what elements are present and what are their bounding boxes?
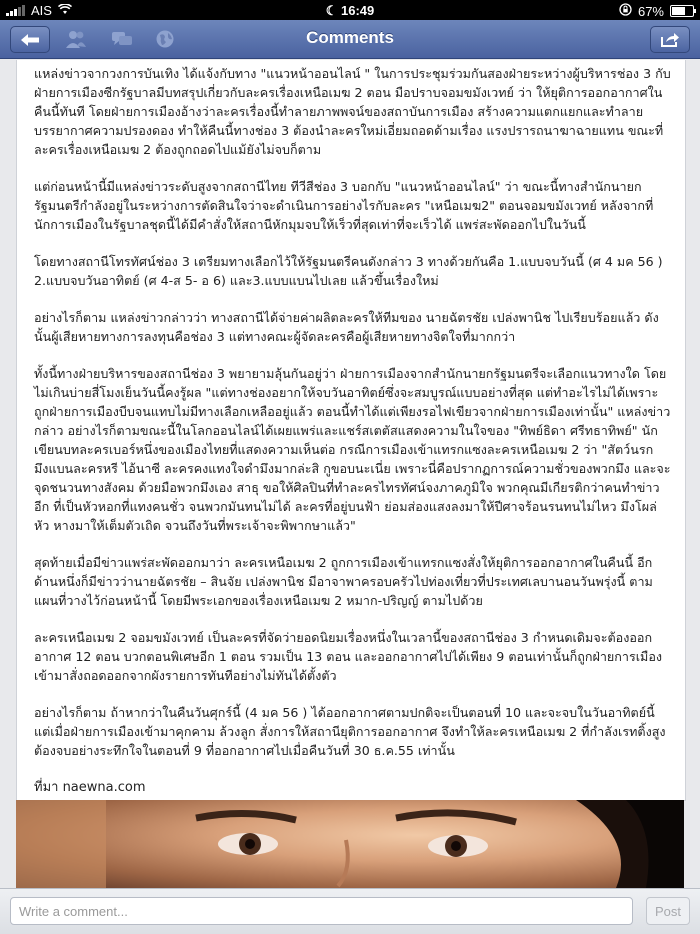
carrier-name: AIS bbox=[31, 3, 52, 18]
post-source: ที่มา naewna.com bbox=[34, 780, 146, 795]
status-time: 16:49 bbox=[341, 3, 375, 18]
battery-percent: 67% bbox=[637, 3, 664, 19]
post-photo[interactable] bbox=[16, 800, 684, 888]
post-paragraph: สุดท้ายเมื่อมีข่าวแพร่สะพัดออกมาว่า ละครเหนือเมฆ 2 ถูกการเมืองเข้าแทรกแซงสั่งให้ยุติการออกอากาศในคืนนี้ อีกด้านหนึ่งก็มีข่าวว่านายฉัตรชัย – สินจัย เปล่งพานิช มีอาจาพาครอบครัวไปท่องเที่ยวที่ประเทศเลบานอนวันพรุ่งนี้ ตามแผนที่วางไว้ก่อนหน้านี้ โดยมีพระเอกของเรื่องเหนือเมฆ 2 หมาก-ปริญญ์ ตามไปด้วย bbox=[34, 555, 653, 608]
post-paragraph: อย่างไรก็ตาม ถ้าหากว่าในคืนวันศุกร์นี้ (4 มค 56 ) ได้ออกอากาศตามปกติจะเป็นตอนที่ 10 และจะจบในวันอาทิตย์นี้ แต่เมื่อฝ่ายการเมืองเข้ามาคุกคาม ล้วงลูก สั่งการให้สถานียุติการออกอากาศ จึงทำให้ละครเหนือเมฆ 2 ที่กำลังเรทติ้งสูง ต้องจบอย่างระทึกใจในตอนที่ 9 ที่ออกอากาศไปเมื่อคืนวันที่ 30 ธ.ค.55 เท่านั้น bbox=[34, 705, 666, 758]
post-card bbox=[16, 60, 686, 801]
share-icon bbox=[660, 32, 680, 48]
share-button[interactable] bbox=[650, 26, 690, 53]
face-photo-image bbox=[16, 800, 684, 888]
post-paragraph: อย่างไรก็ตาม แหล่งข่าวกล่าวว่า ทางสถานีได้จ่ายค่าผลิตละครให้ทีมของ นายฉัตรชัย เปล่งพานิช ไปเรียบร้อยแล้ว ดังนั้นผู้เสียหายทางการลงทุนคือช่อง 3 แต่ทางคณะผู้จัดละครคือผู้เสียหายทางจิตใจที่มากกว่า bbox=[34, 310, 659, 344]
comment-composer bbox=[0, 888, 700, 934]
post-paragraph: ละครเหนือเมฆ 2 จอมขมังเวทย์ เป็นละครที่จัดว่ายอดนิยมเรื่องหนึ่งในเวลานี้ของสถานีช่อง 3 กำหนดเดิมจะต้องออกอากาศ 12 ตอน บวกตอนพิเศษอีก 1 ตอน รวมเป็น 13 ตอน และออกอากาศไปได้เพียง 9 ตอนเท่านั้นก็ถูกฝ่ายการเมืองเข้ามาสั่งถอดออกจากผังรายการทันทีอย่างไม่ทันได้ตั้งตัว bbox=[34, 630, 663, 683]
post-body bbox=[17, 60, 685, 797]
post-paragraph: แหล่งข่าวจากวงการบันเทิง ได้แจ้งกับทาง "แนวหน้าออนไลน์ " ในการประชุมร่วมกันสองฝ่ายระหว่างผู้บริหารช่อง 3 กับฝ่ายการเมืองซีกรัฐบาลมีบทสรุปเกี่ยวกับละครเรื่องเหนือเมฆ 2 ตอน มือปราบจอมขมังเวทย์ ว่า ให้ยุติการออกอากาศในคืนนี้ทันที โดยฝ่ายการเมืองอ้างว่าละครเรื่องนี้ทำลายภาพพจน์ของสถาบันการเมือง สร้างความแตกแยกและทำลายบรรยากาศความปรองดอง ทำให้คืนนี้ทางช่อง 3 ต้องนำละครใหม่เอี่ยมถอดด้ามเรื่อง แรงปรารถนาฆาฉายแทน ขณะที่ละครเรื่องเหนือเมฆ 2 ต้องถูกถอดไปแม้ยังไม่จบก็ตาม bbox=[34, 66, 671, 157]
post-paragraph: โดยทางสถานีโทรทัศน์ช่อง 3 เตรียมทางเลือกไว้ให้รัฐมนตรีคนดังกล่าว 3 ทางด้วยกันคือ 1.แบบจบวันนี้ (ศ 4 มค 56 ) 2.แบบจบวันอาทิตย์ (ศ 4-ส 5- อ 6) และ3.แบบแบนไปเลย แล้วขึ้นเรื่องใหม่ bbox=[34, 254, 663, 288]
post-paragraph: แต่ก่อนหน้านี้มีแหล่งข่าวระดับสูงจากสถานีไทย ทีวีสีช่อง 3 บอกกับ "แนวหน้าออนไลน์" ว่า ขณะนี้ทางสำนักนายกรัฐมนตรีกำลังอยู่ในระหว่างการตัดสินใจว่าจะดำเนินการอย่างไรกับละคร "เหนือเมฆ2" ตอนจอมขมังเวทย์ หลังจากที่นักการเมืองในรัฐบาลชุดนี้ได้มีคำสั่งให้สถานีหักมุมจบให้เร็วที่สุดเท่าที่จะเร็วได้ แพร่สะพัดออกไปในวันนี้ bbox=[34, 179, 654, 232]
comment-input[interactable]: Write a comment... bbox=[10, 897, 633, 925]
moon-icon: ☾ bbox=[325, 3, 338, 18]
post-paragraph: ทั้งนี้ทางฝ่ายบริหารของสถานีช่อง 3 พยายามลุ้นกันอยู่ว่า ฝ่ายการเมืองจากสำนักนายกรัฐมนตรีจะเลือกแนวทางใด โดยไม่เกินบ่ายสี่โมงเย็นวันนี้คงรู้ผล "แต่ทางช่องอยากให้จบวันอาทิตย์ซึ่งจะสมบูรณ์แบบอย่างที่สุด แต่ทำอะไรไม่ได้เพราะถูกฝ่ายการเมืองบีบจนแทบไม่มีทางเลือกเหลืออยู่แล้ว ตอนนี้ทำได้แต่เพียงรอไฟเขียวจากฝ่ายการเมืองเท่านั้น" แหล่งข่าวกล่าว อย่างไรก็ตามขณะนี้ในโลกออนไลน์ได้เผยแพร่และแชร์สเตตัสแสดงความในใจของ "ทิพย์ธิดา ศรีทธาทิพย์" นักเขียนบทละครเบอร์หนึ่งของเมืองไทยที่แสดงความเห็นต่อ กรณีการเมืองเข้าแทรกแซงละครเหนือเมฆ 2 ว่า "สัตว์นรก มึงแบนละครหรี ไอ้นาซี ละครคงแทงใจดำมึงมากล่ะสิ กูขอบนะเนี่ย เพราะนี่คือปรากฏการณ์ความชั่วของพวกมึง และจะจุดชนวนทางสังคม ด้วยมือพวกมึงเอง สาธุ ขอให้ศิลปินที่ทำละครไทรทัศน์จงภาคภูมิใจ พวกคุณมีเกียรติกว่าคนทำข่าวอีก ที่เป็นหัวหอกที่แทงคนชั่ว จนพวกมันทนไม่ได้ ละครที่อยู่บนฟ้า ย่อมส่องแสงลงมาให้ปีศาจร้อนรนทนไม่ไหว มึงโผล่หัว หางมาให้เต็มตัวเถิด จวนถึงวันที่พระเจ้าจะพิพากษาแล้ว" bbox=[34, 366, 671, 533]
status-bar bbox=[0, 0, 700, 20]
page-title: Comments bbox=[306, 28, 394, 47]
battery-icon bbox=[670, 5, 694, 17]
post-comment-button[interactable]: Post bbox=[646, 897, 690, 925]
navigation-bar bbox=[0, 20, 700, 59]
orientation-lock-icon bbox=[619, 3, 632, 19]
